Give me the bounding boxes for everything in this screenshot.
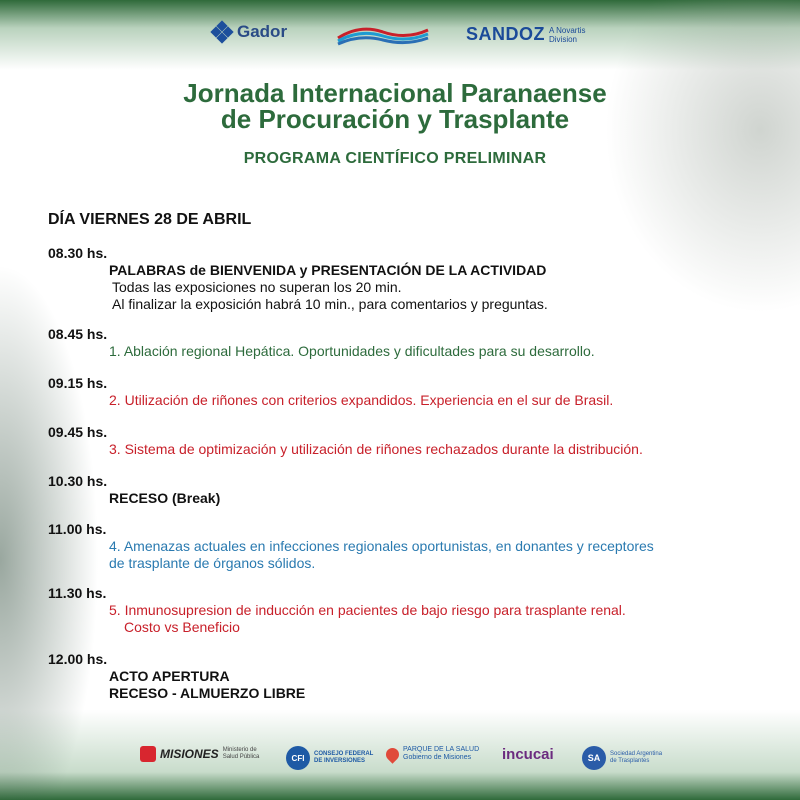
parque-line1: PARQUE DE LA SALUD bbox=[403, 746, 480, 753]
note-line: Al finalizar la exposición habrá 10 min., para comentarios y preguntas. bbox=[112, 296, 548, 312]
time-label: 09.15 hs. bbox=[48, 375, 108, 391]
talk-number: 5. bbox=[109, 602, 121, 618]
cfi-logo bbox=[286, 746, 373, 770]
talk-text: Inmunosupresion de inducción en pacientes de bajo riesgo para trasplante renal. bbox=[124, 602, 626, 618]
event-title-line1: Jornada Internacional Paranaense bbox=[183, 78, 607, 108]
schedule-item-0915 bbox=[48, 375, 613, 409]
talk-number: 2. bbox=[109, 392, 121, 408]
saf-line1: Sociedad Argentina bbox=[610, 751, 663, 757]
talk-title-continued: de trasplante de órganos sólidos. bbox=[109, 555, 316, 571]
incucai-name: incucai bbox=[502, 746, 554, 763]
schedule-item-0830 bbox=[48, 245, 548, 313]
program-subtitle: PROGRAMA CIENTÍFICO PRELIMINAR bbox=[243, 150, 547, 167]
wave-flag-logo bbox=[336, 20, 430, 48]
talk-title bbox=[109, 538, 654, 555]
schedule-item-1030 bbox=[48, 473, 220, 507]
cfi-line2: DE INVERSIONES bbox=[314, 758, 366, 764]
schedule-item-0945 bbox=[48, 424, 643, 458]
sandoz-name: SANDOZ bbox=[466, 24, 545, 44]
saf-line2: de Trasplantes bbox=[610, 758, 650, 764]
gador-diamond-icon bbox=[212, 22, 232, 42]
schedule-item-1100 bbox=[48, 521, 654, 572]
talk-text: Amenazas actuales en infecciones regionales oportunistas, en donantes y receptores bbox=[123, 538, 654, 554]
time-label: 10.30 hs. bbox=[48, 473, 108, 489]
parque-line2: Gobierno de Misiones bbox=[403, 754, 472, 761]
talk-title-continued: Costo vs Beneficio bbox=[124, 619, 240, 635]
incucai-logo bbox=[502, 746, 554, 763]
time-label: 08.30 hs. bbox=[48, 245, 108, 261]
talk-title bbox=[109, 392, 613, 409]
welcome-heading: PALABRAS de BIENVENIDA y PRESENTACIÓN DE LA ACTIVIDAD bbox=[109, 262, 547, 278]
time-label: 11.00 hs. bbox=[48, 521, 107, 537]
gador-logo bbox=[212, 22, 287, 42]
time-label: 11.30 hs. bbox=[48, 585, 107, 601]
cfi-line1: CONSEJO FEDERAL bbox=[314, 751, 374, 757]
talk-title bbox=[109, 441, 643, 458]
misiones-ministry: Ministerio de Salud Pública bbox=[222, 747, 260, 760]
heart-icon bbox=[383, 745, 401, 763]
talk-text: Sistema de optimización y utilización de riñones rechazados durante la distribución. bbox=[124, 441, 643, 457]
parque-salud-logo bbox=[386, 746, 479, 762]
sandoz-logo bbox=[466, 24, 585, 45]
talk-title bbox=[109, 602, 626, 619]
talk-text: Ablación regional Hepática. Oportunidades y dificultades para su desarrollo. bbox=[123, 343, 595, 359]
day-heading: DÍA VIERNES 28 DE ABRIL bbox=[48, 211, 252, 228]
cfi-badge-icon: CFI bbox=[286, 746, 310, 770]
break-label: RECESO (Break) bbox=[109, 490, 221, 506]
bottom-sponsor-logos bbox=[0, 746, 800, 776]
time-label: 08.45 hs. bbox=[48, 326, 108, 342]
saf-logo bbox=[582, 746, 662, 770]
saf-badge-icon: SA bbox=[582, 746, 606, 770]
misiones-name: MISIONES bbox=[160, 747, 219, 761]
schedule-item-1200 bbox=[48, 651, 305, 702]
talk-number: 1. bbox=[109, 343, 121, 359]
gador-name: Gador bbox=[237, 22, 288, 41]
time-label: 12.00 hs. bbox=[48, 651, 108, 667]
talk-number: 3. bbox=[109, 441, 121, 457]
talk-number: 4. bbox=[109, 538, 121, 554]
opening-act-label: ACTO APERTURA bbox=[109, 668, 230, 684]
misiones-logo bbox=[140, 746, 263, 762]
sandoz-sub-line1: A Novartis bbox=[549, 25, 586, 35]
top-sponsor-logos bbox=[0, 18, 800, 54]
talk-text: Utilización de riñones con criterios expandidos. Experiencia en el sur de Brasil. bbox=[124, 392, 614, 408]
talk-title bbox=[109, 343, 595, 360]
note-line: Todas las exposiciones no superan los 20 min. bbox=[112, 279, 402, 295]
event-title-line2: de Procuración y Trasplante bbox=[220, 104, 570, 134]
lunch-break-label: RECESO - ALMUERZO LIBRE bbox=[109, 685, 306, 701]
time-label: 09.45 hs. bbox=[48, 424, 108, 440]
sandoz-sub-line2: Division bbox=[549, 34, 578, 44]
misiones-flag-icon bbox=[140, 746, 156, 762]
schedule-item-0845 bbox=[48, 326, 595, 360]
schedule-item-1130 bbox=[48, 585, 626, 636]
